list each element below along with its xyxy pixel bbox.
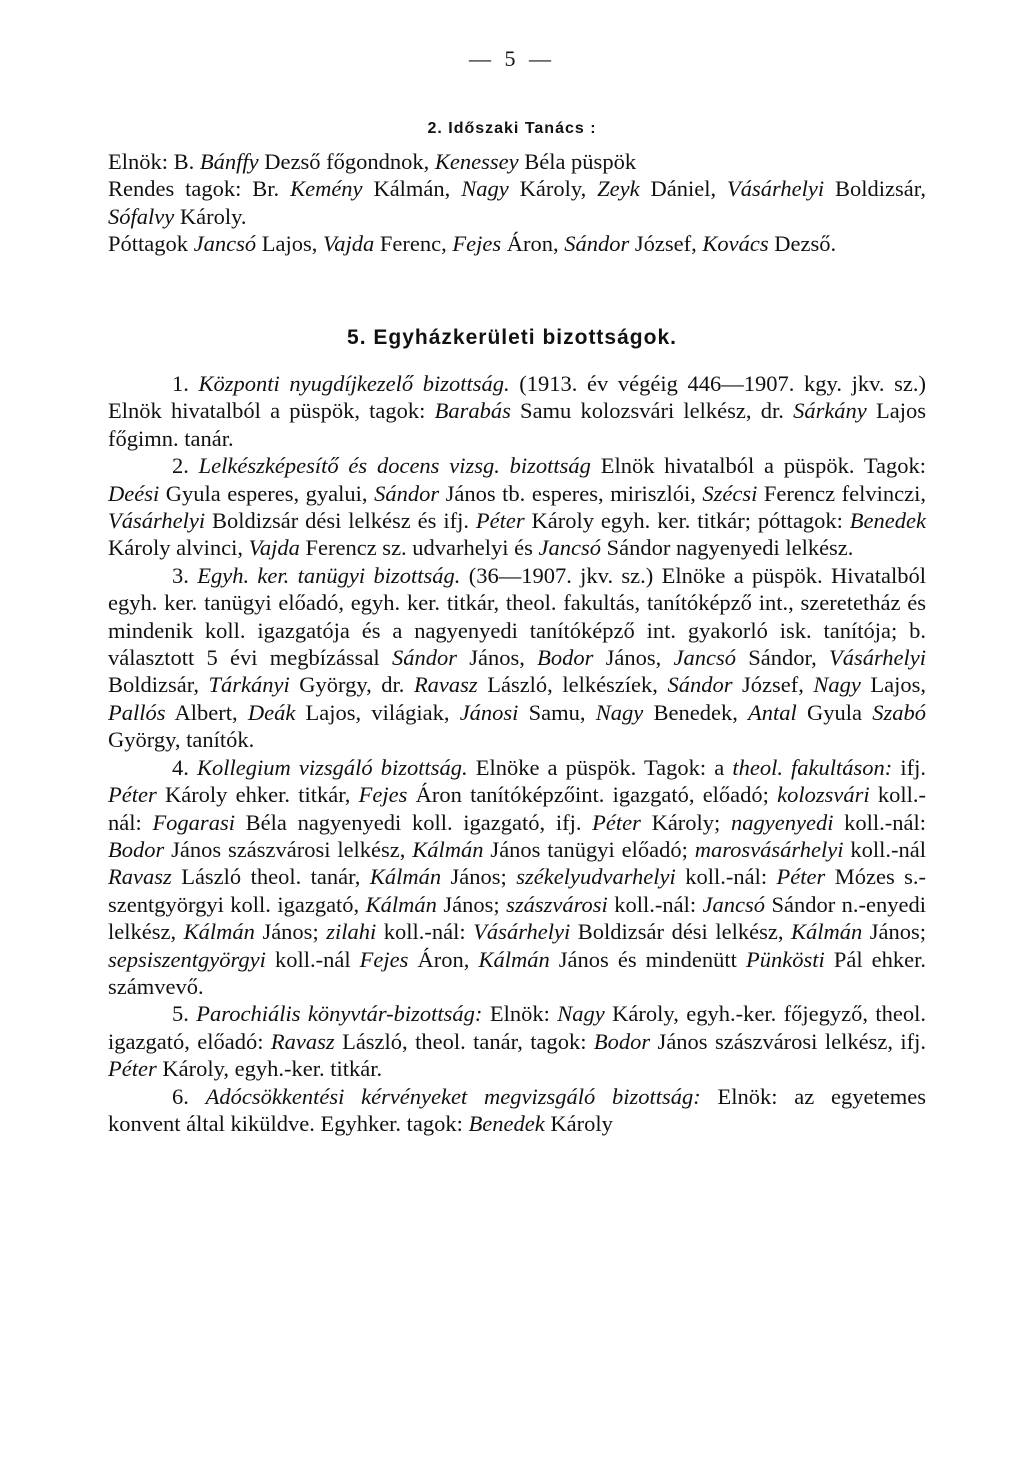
italic-name-run: Bodor bbox=[108, 836, 165, 862]
italic-name-run: nagyenyedi bbox=[731, 809, 834, 835]
council-block bbox=[108, 148, 926, 258]
italic-name-run: Lelkészképesítő és docens vizsg. bizottság bbox=[198, 453, 591, 479]
committee-paragraph-college-exam bbox=[108, 754, 926, 1001]
text-run: Károly ehker. titkár, bbox=[156, 782, 359, 808]
text-run: Lajos főgimn. tanár. bbox=[108, 398, 926, 451]
italic-name-run: Deési bbox=[108, 480, 160, 506]
text-run: János; bbox=[441, 864, 517, 890]
committee-paragraph-pension bbox=[108, 370, 926, 452]
italic-name-run: Péter bbox=[108, 782, 157, 808]
italic-name-run: Nagy bbox=[813, 672, 861, 698]
italic-name-run: zilahi bbox=[326, 919, 377, 945]
text-run: koll.-nál: bbox=[675, 864, 777, 890]
italic-name-run: Sándor bbox=[374, 480, 440, 506]
italic-name-run: Sófalvy bbox=[108, 203, 175, 229]
text-run: Áron tanítóképzőint. igazgató, előadó; bbox=[407, 782, 778, 808]
page-number: — 5 — bbox=[469, 46, 555, 71]
text-run: József, bbox=[629, 231, 703, 257]
italic-name-run: Bodor bbox=[537, 645, 594, 671]
italic-name-run: Vásárhelyi bbox=[473, 919, 571, 945]
text-run: Boldizsár dési lelkész, bbox=[570, 919, 791, 945]
text-run: János szászvárosi lelkész, ifj. bbox=[650, 1028, 926, 1054]
text-run: Elnök: az egyetemes konvent által kiküldve. Egyhker. tagok: bbox=[108, 1083, 926, 1136]
text-run: Ferencz sz. udvarhelyi és bbox=[299, 535, 539, 561]
italic-name-run: Sándor bbox=[564, 231, 630, 257]
committee-paragraph-education bbox=[108, 562, 926, 754]
text-run: János; bbox=[862, 919, 927, 945]
italic-name-run: Vásárhelyi bbox=[727, 176, 825, 202]
italic-name-run: Adócsökkentési kérvényeket megvizsgáló bizottság: bbox=[205, 1083, 701, 1109]
italic-name-run: Sárkány bbox=[793, 398, 867, 424]
italic-name-run: Kálmán bbox=[365, 891, 437, 917]
section-heading-idoszaki-tanacs: 2. Időszaki Tanács : bbox=[427, 120, 597, 137]
text-run: Benedek, bbox=[643, 699, 749, 725]
text-run: Béla nagyenyedi koll. igazgató, ifj. bbox=[234, 809, 593, 835]
text-run: Károly, egyh.-ker. főjegyző, theol. igazgató, előadó: bbox=[108, 1001, 926, 1054]
text-run: János és mindenütt bbox=[549, 946, 746, 972]
council-president-line bbox=[108, 148, 926, 175]
italic-name-run: Kovács bbox=[702, 231, 769, 257]
text-run: koll.-nál: bbox=[607, 891, 703, 917]
italic-name-run: Kálmán bbox=[183, 919, 255, 945]
text-run: Kálmán, bbox=[362, 176, 462, 202]
italic-name-run: Nagy bbox=[595, 699, 644, 725]
text-run: Albert, bbox=[165, 699, 248, 725]
italic-name-run: Péter bbox=[592, 809, 641, 835]
italic-name-run: Tárkányi bbox=[208, 672, 290, 698]
italic-name-run: Péter bbox=[475, 508, 525, 534]
text-run: 5. bbox=[172, 1001, 197, 1027]
text-run: Mózes s.-szentgyörgyi koll. igazgató, bbox=[108, 864, 927, 917]
text-run: Boldizsár, bbox=[108, 672, 209, 698]
text-run: koll.-nál: bbox=[833, 809, 927, 835]
text-run: Károly, bbox=[508, 176, 598, 202]
italic-name-run: Kálmán bbox=[790, 919, 863, 945]
text-run: György, dr. bbox=[289, 672, 414, 698]
section-heading-committees: 5. Egyházkerületi bizottságok. bbox=[347, 326, 677, 349]
text-run: 2. bbox=[172, 453, 199, 479]
italic-name-run: Jánosi bbox=[459, 699, 519, 725]
text-run: Károly. bbox=[174, 203, 247, 229]
text-run: Dezső. bbox=[768, 231, 837, 257]
text-run: Dániel, bbox=[639, 176, 728, 202]
italic-name-run: Fejes bbox=[452, 231, 502, 257]
italic-name-run: Ravasz bbox=[413, 672, 478, 698]
text-run: (36—1907. jkv. sz.) Elnöke a püspök. Hivatalból egyh. ker. tanügyi előadó, egyh. ker. titkár, theol. fakultás, tanítóképző int., szeretetház és mindenik koll. igazgatója és a nagyenyedi tanítóképző int. gyakorló isk. tanítója; b. választott 5 évi megbízással bbox=[108, 562, 926, 671]
text-run: Gyula bbox=[796, 699, 873, 725]
italic-name-run: Benedek bbox=[849, 508, 926, 534]
text-run: Áron, bbox=[501, 231, 565, 257]
text-run: György, tanítók. bbox=[108, 727, 255, 753]
text-run: Póttagok bbox=[108, 231, 194, 257]
text-run: ifj. bbox=[892, 754, 927, 780]
text-run: Elnök hivatalból a püspök. Tagok: bbox=[590, 453, 926, 479]
text-run: Lajos, bbox=[860, 672, 926, 698]
text-run: koll.-nál bbox=[265, 946, 360, 972]
italic-name-run: Jancsó bbox=[193, 231, 257, 257]
text-run: Lajos, bbox=[256, 231, 323, 257]
text-run: János, bbox=[593, 645, 674, 671]
italic-name-run: Jancsó bbox=[673, 645, 736, 671]
italic-name-run: Benedek bbox=[468, 1110, 545, 1136]
italic-name-run: Vásárhelyi bbox=[828, 645, 927, 671]
italic-name-run: Kemény bbox=[290, 176, 363, 202]
italic-name-run: Ravasz bbox=[108, 864, 172, 890]
text-run: Sándor, bbox=[735, 645, 829, 671]
text-run: László theol. tanár, bbox=[171, 864, 370, 890]
text-run: koll.-nál: bbox=[108, 782, 926, 835]
text-run: 6. bbox=[172, 1083, 206, 1109]
text-run: Béla püspök bbox=[518, 149, 637, 174]
text-run: (1913. év végéig 446—1907. kgy. jkv. sz.) Elnök hivatalból a püspök, tagok: bbox=[108, 371, 926, 424]
text-run: koll.-nál bbox=[843, 836, 926, 862]
text-run: 1. bbox=[172, 371, 199, 396]
text-run: Sándor nagyenyedi lelkész. bbox=[601, 535, 854, 561]
text-run: Samu, bbox=[518, 699, 596, 725]
italic-name-run: Központi nyugdíjkezelő bizottság. bbox=[198, 371, 510, 396]
italic-name-run: Zeyk bbox=[597, 176, 640, 202]
text-run: Gyula esperes, gyalui, bbox=[159, 480, 375, 506]
text-run: Rendes tagok: Br. bbox=[108, 176, 291, 202]
text-run: József, bbox=[732, 672, 814, 698]
italic-name-run: marosvásárhelyi bbox=[694, 836, 844, 862]
italic-name-run: Sándor bbox=[391, 645, 457, 671]
italic-name-run: Kálmán bbox=[478, 946, 550, 972]
italic-name-run: Deák bbox=[247, 699, 296, 725]
text-run: Károly, egyh.-ker. titkár. bbox=[156, 1056, 383, 1082]
italic-name-run: Jancsó bbox=[538, 535, 601, 561]
italic-name-run: Fogarasi bbox=[152, 809, 235, 835]
text-run: János, bbox=[456, 645, 538, 671]
text-run: Boldizsár dési lelkész és ifj. bbox=[205, 508, 476, 534]
text-run: János; bbox=[254, 919, 327, 945]
italic-name-run: Nagy bbox=[461, 176, 509, 202]
text-run: Pál ehker. számvevő. bbox=[108, 946, 927, 999]
text-run: Károly alvinci, bbox=[108, 535, 249, 561]
italic-name-run: Vásárhelyi bbox=[108, 508, 206, 534]
council-members-paragraph bbox=[108, 175, 926, 230]
text-run: László, lelkészíek, bbox=[477, 672, 668, 698]
italic-name-run: Bodor bbox=[593, 1028, 651, 1054]
italic-name-run: Kollegium vizsgáló bizottság. bbox=[196, 754, 468, 780]
italic-name-run: Barabás bbox=[434, 398, 511, 424]
italic-name-run: székelyudvarhelyi bbox=[516, 864, 676, 890]
committee-paragraph-tax bbox=[108, 1083, 926, 1138]
italic-name-run: Pallós bbox=[108, 699, 166, 725]
text-run: 4. bbox=[172, 754, 197, 780]
text-run: Elnök: B. bbox=[108, 149, 200, 174]
text-run: János tb. esperes, miriszlói, bbox=[439, 480, 703, 506]
text-run: János szászvárosi lelkész, bbox=[164, 836, 413, 862]
text-run: László, theol. tanár, tagok: bbox=[334, 1028, 594, 1054]
text-run: koll.-nál: bbox=[376, 919, 474, 945]
italic-name-run: Jancsó bbox=[702, 891, 766, 917]
text-run: Dezső főgondnok, bbox=[258, 149, 435, 174]
italic-name-run: Kálmán bbox=[369, 864, 442, 890]
italic-name-run: Péter bbox=[776, 864, 826, 890]
text-run: Károly; bbox=[640, 809, 731, 835]
italic-name-run: Ravasz bbox=[270, 1028, 335, 1054]
text-run: Ferenc, bbox=[374, 231, 453, 257]
italic-name-run: theol. fakultáson: bbox=[732, 754, 893, 780]
italic-name-run: Egyh. ker. tanügyi bizottság. bbox=[197, 562, 461, 588]
italic-name-run: Fejes bbox=[358, 782, 408, 808]
text-run: János; bbox=[436, 891, 507, 917]
text-run: János tanügyi előadó; bbox=[483, 836, 695, 862]
text-run: Elnök: bbox=[482, 1001, 558, 1027]
italic-name-run: Parochiális könyvtár-bizottság: bbox=[196, 1001, 483, 1027]
italic-name-run: Vajda bbox=[323, 231, 375, 257]
council-substitutes-paragraph bbox=[108, 230, 926, 257]
italic-name-run: Bánffy bbox=[199, 149, 259, 174]
text-run: 3. bbox=[172, 562, 198, 588]
text-run: Lajos, világiak, bbox=[295, 699, 460, 725]
committee-paragraph-exam bbox=[108, 452, 926, 562]
italic-name-run: szászvárosi bbox=[506, 891, 608, 917]
italic-name-run: Szabó bbox=[872, 699, 926, 725]
text-run: Károly bbox=[544, 1110, 613, 1136]
committees-block bbox=[108, 370, 926, 1137]
text-run: Ferencz felvinczi, bbox=[757, 480, 926, 506]
text-run: Sándor n.-enyedi lelkész, bbox=[108, 891, 926, 945]
italic-name-run: Péter bbox=[108, 1056, 157, 1082]
italic-name-run: Nagy bbox=[557, 1001, 605, 1027]
text-run: Elnöke a püspök. Tagok: a bbox=[467, 754, 733, 780]
text-run: Áron, bbox=[408, 946, 479, 972]
italic-name-run: Fejes bbox=[359, 946, 409, 972]
italic-name-run: Vajda bbox=[248, 535, 300, 561]
italic-name-run: Antal bbox=[748, 699, 797, 725]
italic-name-run: Pünkösti bbox=[746, 946, 825, 972]
italic-name-run: kolozsvári bbox=[777, 782, 870, 808]
text-run: Boldizsár, bbox=[824, 176, 926, 202]
text-run: Samu kolozsvári lelkész, dr. bbox=[510, 398, 794, 424]
italic-name-run: Kenessey bbox=[434, 149, 519, 174]
italic-name-run: Sándor bbox=[667, 672, 733, 698]
committee-paragraph-library bbox=[108, 1000, 926, 1082]
italic-name-run: Szécsi bbox=[702, 480, 758, 506]
italic-name-run: Kálmán bbox=[412, 836, 484, 862]
italic-name-run: sepsiszentgyörgyi bbox=[108, 946, 266, 972]
text-run: Károly egyh. ker. titkár; póttagok: bbox=[524, 508, 850, 534]
